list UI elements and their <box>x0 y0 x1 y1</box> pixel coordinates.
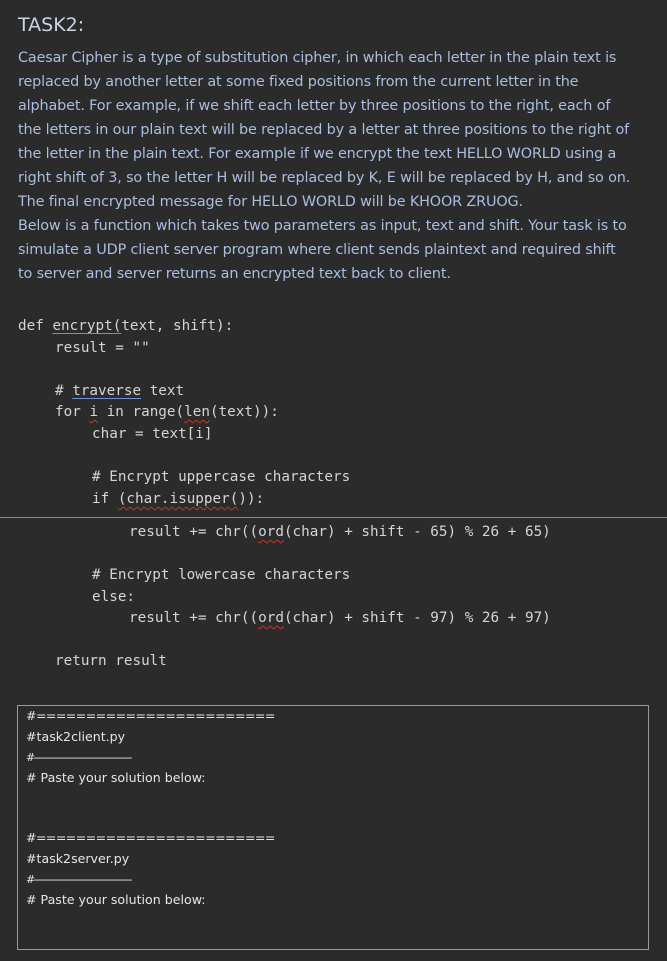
paragraph-line: replaced by another letter at some fixed positions from the current letter in the <box>18 74 579 90</box>
spell-underlined-word: traverse <box>72 383 142 399</box>
code-line: # Encrypt lowercase characters <box>92 567 351 583</box>
client-file-label: #task2client.py <box>26 729 126 744</box>
paragraph-line: to server and server returns an encrypted text back to client. <box>18 266 451 282</box>
paragraph-line: the letters in our plain text will be replaced by a letter at three positions to the right of <box>18 122 630 138</box>
separator-line: #----------------------------------------- <box>26 873 131 886</box>
paragraph-line: The final encrypted message for HELLO WORLD will be KHOOR ZRUOG. <box>18 194 523 210</box>
page-break-line <box>0 517 667 518</box>
spell-underlined-word: ord <box>258 524 284 540</box>
paste-instruction: # Paste your solution below: <box>26 892 206 907</box>
paragraph-line: alphabet. For example, if we shift each letter by three positions to the right, each of <box>18 98 611 114</box>
code-line: # Encrypt uppercase characters <box>92 469 351 485</box>
code-line: def encrypt(text, shift): <box>18 318 234 334</box>
task-heading: TASK2: <box>18 14 85 36</box>
separator-line: #======================== <box>26 830 275 845</box>
solution-box[interactable] <box>17 705 649 950</box>
spell-underlined-word: encrypt <box>52 318 113 334</box>
code-line: # traverse text <box>55 383 185 399</box>
code-line: if (char.isupper()): <box>92 491 265 507</box>
separator-line: #----------------------------------------- <box>26 751 131 764</box>
spell-underlined-word: (char.isupper( <box>117 491 239 507</box>
separator-line: #======================== <box>26 708 275 723</box>
code-line: result += chr((ord(char) + shift - 65) % 26 + 65) <box>129 524 551 540</box>
server-file-label: #task2server.py <box>26 851 130 866</box>
code-line: for i in range(len(text)): <box>55 404 279 420</box>
spell-underlined-word: ord <box>258 610 284 626</box>
code-line: result += chr((ord(char) + shift - 97) % 26 + 97) <box>129 610 551 626</box>
paragraph-line: simulate a UDP client server program where client sends plaintext and required shift <box>18 242 616 258</box>
spell-underlined-word: len <box>184 404 210 420</box>
code-line: result = "" <box>55 340 150 356</box>
code-line: else: <box>92 589 136 605</box>
paste-instruction: # Paste your solution below: <box>26 770 206 785</box>
code-line: char = text[i] <box>92 426 213 442</box>
paragraph-line: right shift of 3, so the letter H will be replaced by K, E will be replaced by H, and so on. <box>18 170 631 186</box>
paragraph-line: Caesar Cipher is a type of substitution cipher, in which each letter in the plain text is <box>18 50 617 66</box>
code-line: return result <box>55 653 167 669</box>
paragraph-line: Below is a function which takes two parameters as input, text and shift. Your task is to <box>18 218 627 234</box>
paragraph-line: the letter in the plain text. For example if we encrypt the text HELLO WORLD using a <box>18 146 617 162</box>
spell-underlined-word: i <box>89 404 99 420</box>
